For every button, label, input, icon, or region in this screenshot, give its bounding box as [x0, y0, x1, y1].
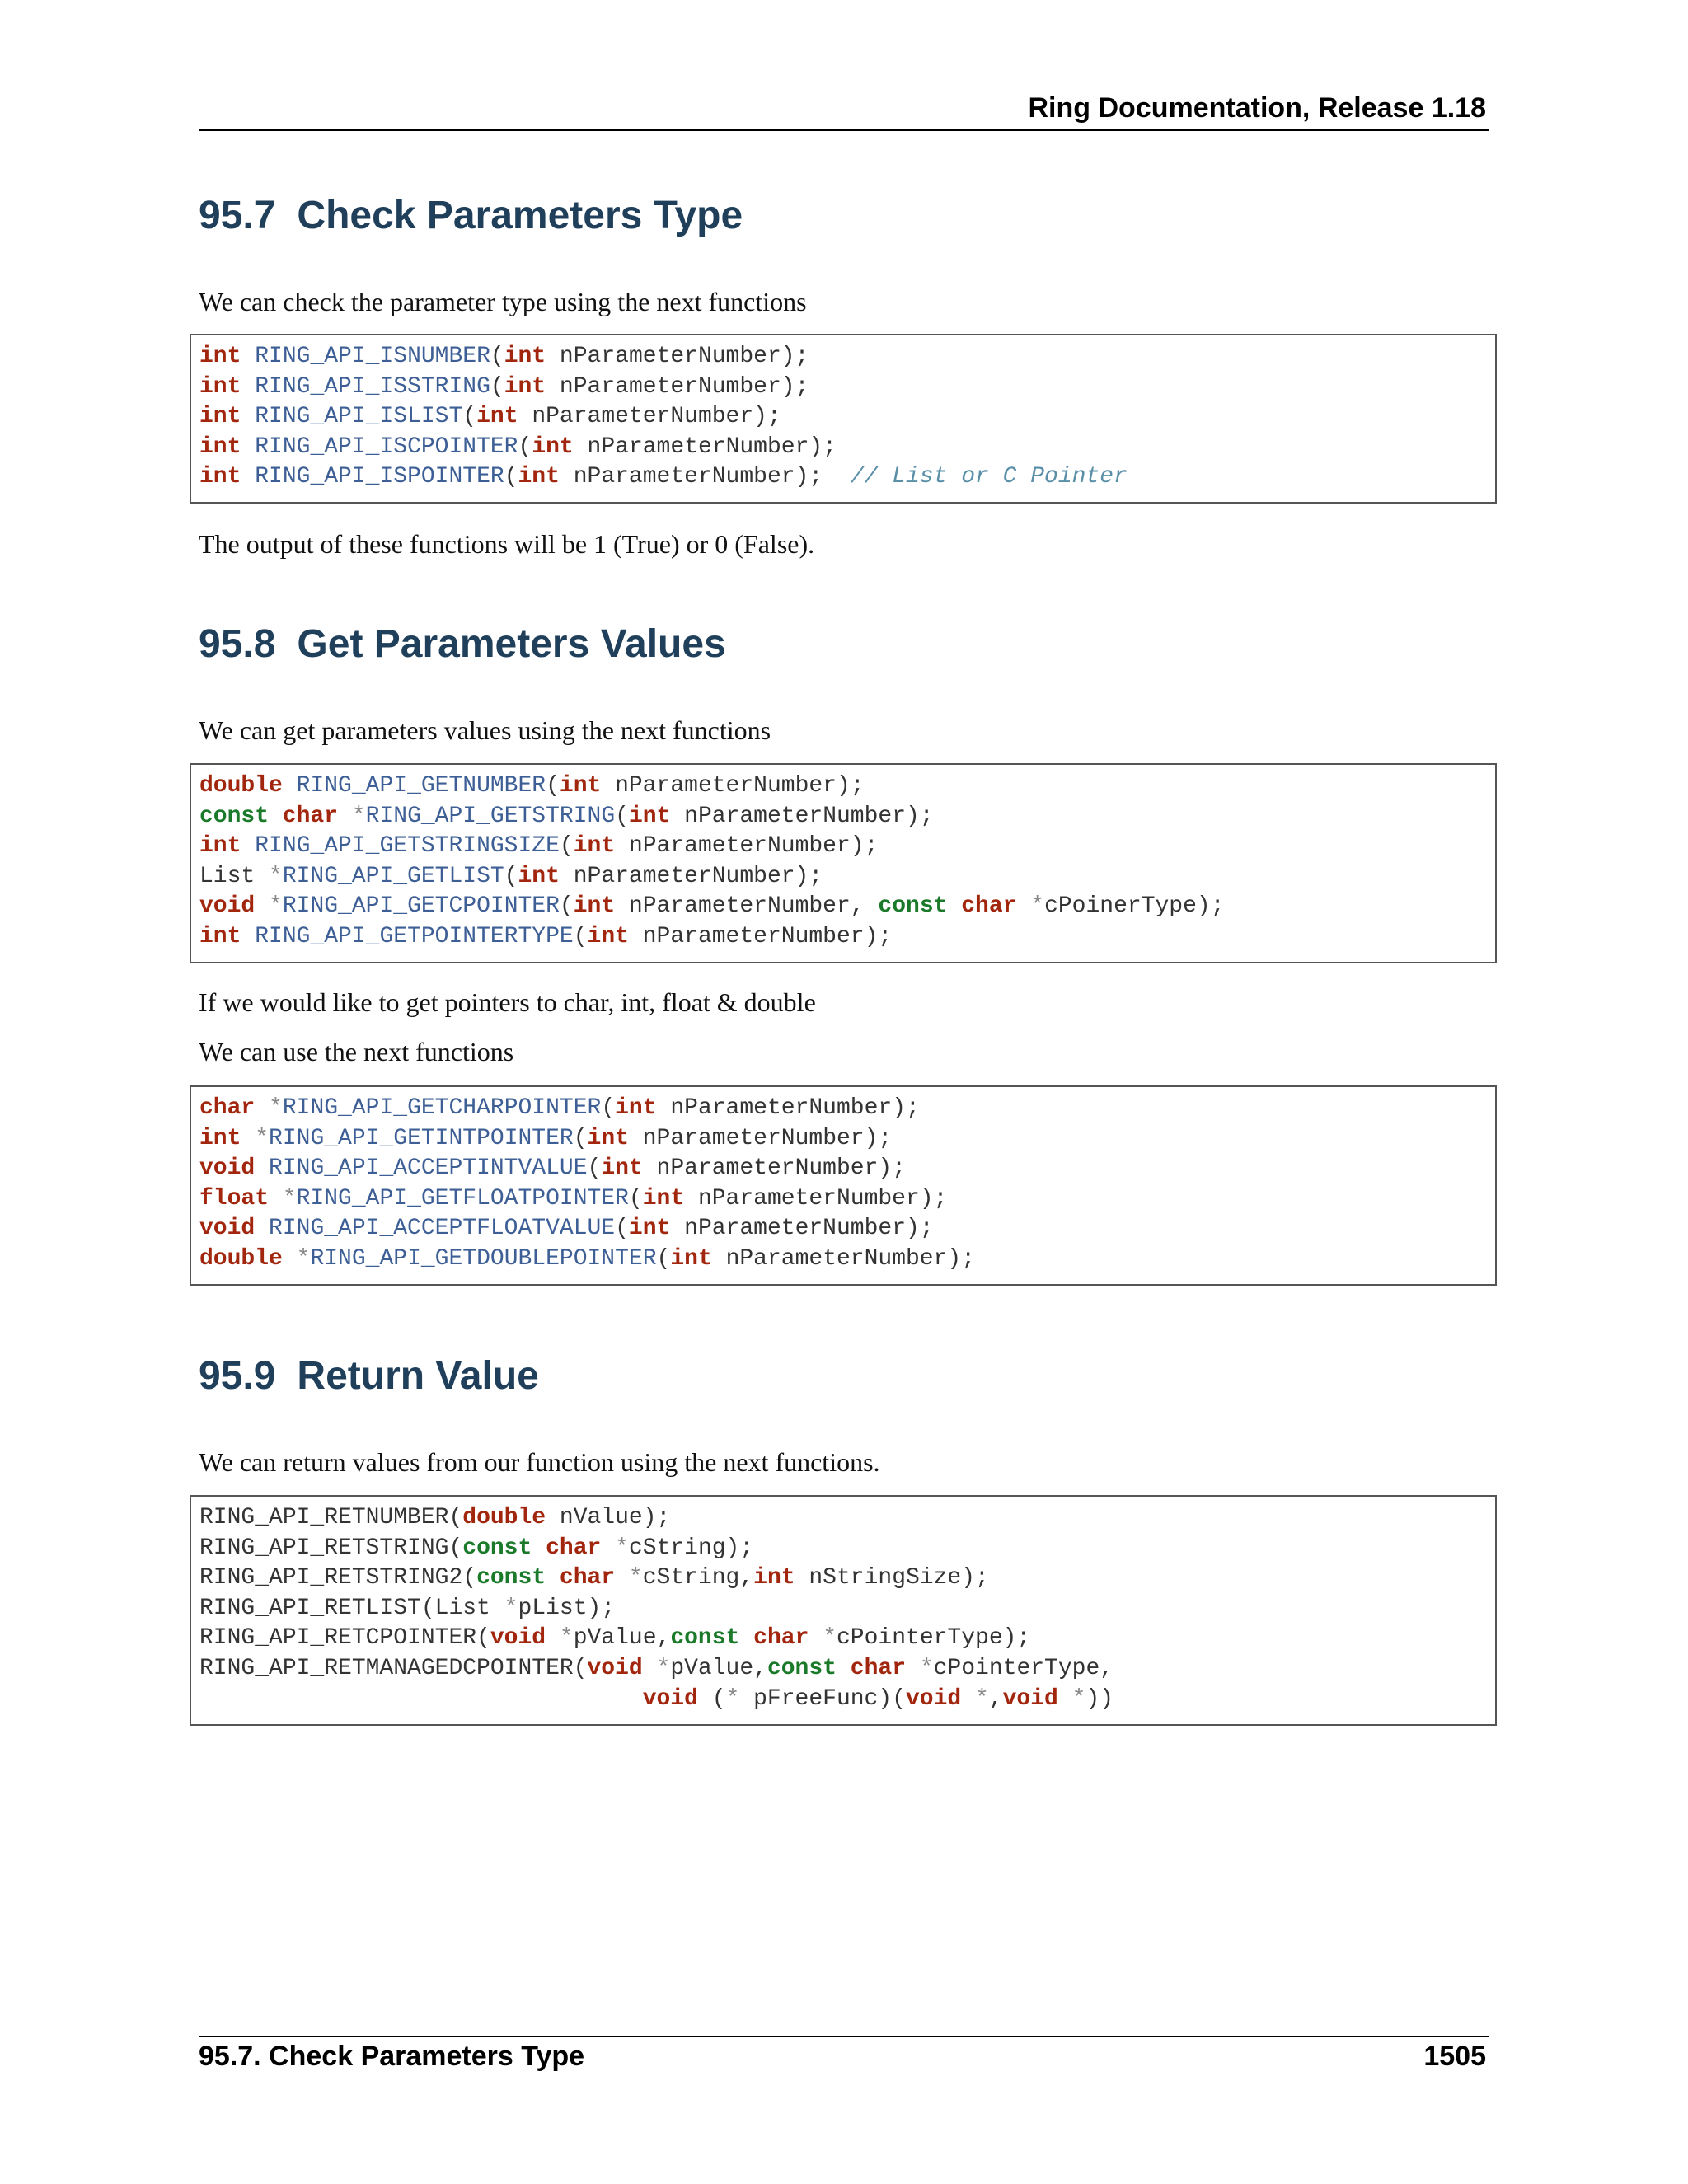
code-token: nParameterNumber);	[573, 434, 837, 460]
section-title: Get Parameters Values	[297, 622, 726, 666]
code-token: (	[546, 773, 560, 799]
code-token: const	[476, 1565, 546, 1591]
code-token: (	[518, 434, 532, 460]
code-token: int	[532, 434, 574, 460]
code-token	[739, 1625, 753, 1651]
code-token: nParameterNumber);	[670, 1216, 934, 1242]
code-token: RING_API_ACCEPTFLOATVALUE	[269, 1216, 616, 1242]
code-token: const	[767, 1655, 837, 1681]
code-token	[241, 344, 255, 369]
code-token: RING_API_GETPOINTERTYPE	[255, 923, 574, 949]
code-token: (	[615, 1216, 629, 1242]
paragraph: We can check the parameter type using the next functions	[199, 287, 807, 316]
code-token	[546, 1565, 560, 1591]
code-token: double	[199, 773, 283, 799]
code-token: *	[269, 863, 283, 889]
code-token	[546, 1625, 560, 1651]
code-line	[199, 802, 1487, 832]
code-line	[199, 1624, 1487, 1654]
code-line	[199, 1534, 1487, 1564]
code-token	[906, 1656, 920, 1681]
code-line	[199, 1503, 1487, 1534]
section-number: 95.9	[199, 1354, 276, 1398]
code-line	[199, 1154, 1487, 1184]
code-token	[255, 1216, 269, 1241]
code-token: int	[753, 1565, 795, 1591]
code-token: void	[587, 1655, 643, 1681]
code-token: (	[573, 1125, 588, 1151]
code-token: (	[490, 373, 504, 400]
code-token	[241, 464, 255, 490]
code-token: char	[753, 1625, 809, 1652]
code-token: int	[670, 1245, 712, 1272]
code-token: int	[615, 1095, 657, 1121]
code-token: int	[573, 833, 616, 860]
code-token: ))	[1085, 1685, 1114, 1712]
code-token: (	[656, 1245, 671, 1272]
code-line	[199, 771, 1487, 802]
code-token: int	[559, 773, 602, 799]
section-number: 95.7	[199, 194, 276, 237]
code-token: int	[199, 1125, 241, 1151]
code-token: void	[199, 1216, 256, 1242]
code-token: float	[199, 1185, 270, 1212]
code-token: RING_API_GETSTRING	[365, 803, 616, 829]
code-token	[615, 1565, 629, 1591]
code-line	[199, 1685, 1487, 1715]
code-token: (	[628, 1185, 643, 1212]
code-token: *	[255, 1125, 270, 1151]
code-token: double	[199, 1245, 283, 1272]
code-token: cPointerType,	[933, 1655, 1114, 1681]
code-token: int	[199, 833, 241, 860]
code-line	[199, 892, 1487, 922]
code-token: cPoinerType);	[1044, 893, 1225, 920]
code-line	[199, 1094, 1487, 1124]
code-token: (	[490, 344, 504, 369]
code-token: nParameterNumber);	[615, 833, 879, 860]
code-token: *	[615, 1535, 629, 1561]
code-token: int	[587, 923, 629, 949]
code-token: nParameterNumber);	[546, 344, 809, 369]
code-token: RING_API_ISLIST	[255, 404, 463, 430]
code-token: int	[199, 464, 241, 490]
code-token: (	[559, 833, 574, 860]
code-token: RING_API_GETFLOATPOINTER	[296, 1185, 629, 1212]
code-token	[283, 1246, 297, 1272]
code-token: (	[573, 923, 588, 949]
code-token: // List or C Pointer	[850, 464, 1128, 490]
code-line	[199, 1244, 1487, 1275]
section-heading-95-7	[199, 193, 743, 238]
code-block	[190, 1495, 1497, 1726]
paragraph: We can return values from our function using the next functions.	[199, 1447, 880, 1477]
code-token	[255, 1095, 269, 1121]
code-token: RING_API_GETDOUBLEPOINTER	[310, 1245, 657, 1272]
section-heading-95-9	[199, 1353, 539, 1399]
code-token: int	[504, 344, 546, 369]
code-line	[199, 862, 1487, 893]
code-token	[241, 833, 255, 859]
code-token: nParameterNumber,	[615, 893, 879, 920]
code-token: nParameterNumber);	[642, 1155, 906, 1182]
code-token: *	[975, 1685, 989, 1712]
code-token: *	[282, 1185, 297, 1212]
code-line	[199, 832, 1487, 862]
code-token: cString);	[628, 1535, 754, 1561]
code-token: nParameterNumber);	[546, 373, 809, 400]
code-token: *	[559, 1625, 574, 1652]
code-token	[1016, 893, 1030, 919]
code-token: int	[476, 404, 518, 430]
code-token: (	[615, 803, 629, 829]
code-line	[199, 373, 1487, 403]
code-token: const	[199, 803, 270, 829]
code-line	[199, 342, 1487, 373]
code-token	[1058, 1686, 1072, 1712]
code-token: nParameterNumber);	[711, 1245, 976, 1272]
code-line	[199, 402, 1487, 433]
code-token: const	[462, 1535, 532, 1561]
code-token: cPointerType);	[837, 1625, 1031, 1652]
code-token: List	[199, 863, 270, 889]
code-token: int	[628, 803, 671, 829]
code-token: nParameterNumber);	[601, 773, 865, 799]
code-line	[199, 1563, 1487, 1594]
code-line	[199, 433, 1487, 463]
code-token: int	[199, 404, 241, 430]
code-token: *	[269, 893, 283, 920]
code-token: pValue,	[573, 1625, 671, 1652]
code-token: nParameterNumber);	[628, 1125, 893, 1151]
code-token	[241, 924, 255, 949]
paragraph: We can use the next functions	[199, 1037, 514, 1066]
code-token: int	[587, 1125, 629, 1151]
code-token: *	[296, 1245, 311, 1272]
code-token: int	[601, 1155, 643, 1182]
code-line	[199, 462, 1487, 493]
code-token	[269, 804, 283, 829]
code-token: RING_API_ACCEPTINTVALUE	[269, 1155, 588, 1182]
code-token: int	[199, 434, 241, 460]
code-token: nValue);	[546, 1505, 671, 1530]
code-token	[255, 1155, 269, 1181]
code-token	[241, 404, 255, 429]
code-token	[601, 1535, 615, 1561]
code-token: *	[725, 1685, 740, 1712]
running-header-title: Ring Documentation, Release 1.18	[1028, 92, 1486, 124]
code-line	[199, 922, 1487, 953]
code-token: pFreeFunc)(	[739, 1685, 906, 1712]
code-token: void	[199, 1155, 256, 1182]
code-token: *	[628, 1565, 643, 1591]
section-title: Check Parameters Type	[297, 194, 743, 237]
code-token: ,	[988, 1685, 1003, 1712]
code-token	[837, 1656, 851, 1681]
code-token: char	[282, 803, 339, 829]
code-token: (	[587, 1155, 602, 1182]
code-token: RING_API_GETCHARPOINTER	[282, 1095, 602, 1121]
code-token: RING_API_RETSTRING2(	[199, 1565, 477, 1591]
code-token: *	[351, 803, 366, 829]
code-token: int	[199, 373, 241, 400]
code-token: int	[628, 1216, 671, 1242]
code-token: *	[269, 1095, 283, 1121]
code-token: cString,	[642, 1565, 754, 1591]
code-token: int	[504, 373, 546, 400]
footer-section-title: 95.7. Check Parameters Type	[199, 2041, 585, 2072]
code-token: char	[559, 1565, 616, 1591]
code-token	[255, 893, 269, 919]
code-token: char	[850, 1655, 906, 1681]
code-token: const	[878, 893, 948, 920]
code-block	[190, 1085, 1497, 1286]
code-line	[199, 1184, 1487, 1215]
paragraph: We can get parameters values using the next functions	[199, 715, 771, 745]
code-token	[241, 434, 255, 460]
page-number: 1505	[1423, 2041, 1486, 2072]
code-line	[199, 1594, 1487, 1624]
code-token: (	[601, 1095, 616, 1121]
code-token: RING_API_RETSTRING(	[199, 1535, 463, 1561]
code-token: RING_API_ISPOINTER	[255, 464, 504, 490]
code-token	[961, 1686, 975, 1712]
code-token	[643, 1656, 657, 1681]
code-token: *	[1030, 893, 1045, 920]
code-token: (	[504, 863, 518, 889]
code-line	[199, 1654, 1487, 1685]
code-token: nParameterNumber);	[559, 863, 823, 889]
code-token: RING_API_GETSTRINGSIZE	[255, 833, 560, 860]
code-token: void	[490, 1625, 546, 1652]
code-token: nStringSize);	[795, 1565, 989, 1591]
code-token	[532, 1535, 546, 1561]
code-token: RING_API_ISSTRING	[255, 373, 490, 400]
code-token: pList);	[518, 1595, 616, 1621]
code-token: RING_API_RETCPOINTER(	[199, 1625, 490, 1652]
code-token: void	[1002, 1685, 1058, 1712]
code-token: (	[697, 1685, 726, 1712]
code-token: int	[642, 1185, 685, 1212]
paragraph: If we would like to get pointers to char, int, float & double	[199, 987, 816, 1017]
code-token	[947, 893, 961, 919]
code-token	[338, 804, 352, 829]
code-token: RING_API_GETNUMBER	[296, 773, 546, 799]
code-token: RING_API_ISCPOINTER	[255, 434, 518, 460]
code-token: (	[559, 893, 574, 920]
code-token: nParameterNumber);	[559, 464, 851, 490]
code-token: RING_API_RETLIST(List	[199, 1595, 504, 1621]
code-token: nParameterNumber);	[628, 923, 893, 949]
code-block	[190, 334, 1497, 504]
section-number: 95.8	[199, 622, 276, 666]
code-token: RING_API_GETINTPOINTER	[269, 1125, 574, 1151]
code-token: nParameterNumber);	[684, 1185, 948, 1212]
paragraph: The output of these functions will be 1 (True) or 0 (False).	[199, 529, 815, 559]
code-token: nParameterNumber);	[670, 803, 934, 829]
code-token: char	[961, 893, 1017, 920]
code-token: double	[462, 1505, 546, 1530]
code-token: (	[504, 464, 518, 490]
code-token: void	[905, 1685, 962, 1712]
section-heading-95-8	[199, 621, 726, 667]
code-token: char	[546, 1535, 602, 1561]
code-token: RING_API_RETMANAGEDCPOINTER(	[199, 1655, 588, 1681]
header-divider	[199, 129, 1489, 131]
code-token	[269, 1186, 283, 1212]
code-token: nParameterNumber);	[656, 1095, 920, 1121]
code-block	[190, 763, 1497, 963]
code-token: (	[462, 404, 477, 430]
code-token	[809, 1625, 823, 1651]
section-title: Return Value	[297, 1354, 539, 1398]
code-token: RING_API_GETCPOINTER	[282, 893, 560, 920]
code-token: RING_API_GETLIST	[282, 863, 504, 889]
code-token	[241, 1126, 255, 1151]
code-token	[283, 773, 297, 799]
code-token: void	[199, 893, 256, 920]
code-token: RING_API_RETNUMBER(	[199, 1505, 463, 1530]
code-line	[199, 1124, 1487, 1155]
footer-divider	[199, 2036, 1489, 2037]
code-token: *	[823, 1625, 837, 1652]
code-token: int	[518, 464, 560, 490]
code-token: int	[199, 923, 241, 949]
code-token	[199, 1686, 643, 1712]
code-token: RING_API_ISNUMBER	[255, 344, 490, 369]
code-token	[241, 374, 255, 400]
code-token: void	[642, 1685, 698, 1712]
code-token: *	[919, 1655, 934, 1681]
code-token: int	[573, 893, 616, 920]
code-token: *	[656, 1655, 671, 1681]
code-token: *	[504, 1595, 518, 1621]
code-token: const	[670, 1625, 740, 1652]
code-token: nParameterNumber);	[518, 404, 781, 430]
code-line	[199, 1214, 1487, 1244]
code-token: pValue,	[670, 1655, 767, 1681]
code-token: char	[199, 1095, 256, 1121]
code-token: int	[199, 344, 241, 369]
code-token: *	[1071, 1685, 1086, 1712]
code-token: int	[518, 863, 560, 889]
